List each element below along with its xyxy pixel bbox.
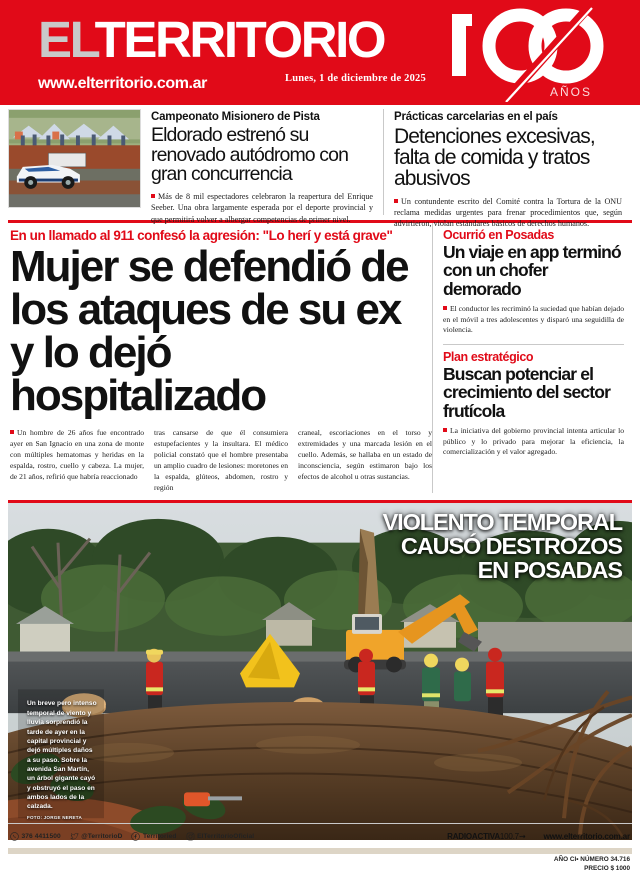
overlay-line-2: CAUSÓ DESTROZOS	[400, 533, 622, 560]
social-links	[10, 832, 254, 841]
masthead	[0, 0, 640, 105]
lead-headline[interactable]: Mujer se defendió de los ataques de su ex y lo dejó hospitalizado	[10, 242, 408, 421]
issue-number: AÑO CI• NÚMERO 34.716	[553, 856, 630, 863]
rail-kicker: Ocurrió en Posadas	[443, 228, 554, 242]
top-story-summary	[151, 191, 373, 224]
social-twitter-label: @TerritorioD	[81, 832, 123, 840]
rail-headline[interactable]: Un viaje en app terminó con un chofer demorado	[443, 242, 621, 299]
social-whatsapp-label: 376 4411500	[21, 832, 61, 840]
radio-frequency: 100.7	[499, 831, 519, 841]
footer-issue-info	[0, 854, 640, 873]
twitter-icon	[70, 832, 79, 841]
social-facebook-label: Territoried	[142, 832, 177, 840]
lead-kicker: En un llamado al 911 confesó la agresión: "Lo herí y está grave"	[10, 228, 393, 243]
lead-body-text: Un hombre de 26 años fue encontrado ayer en San Ignacio en una zona de monte con múltiples hematomas y heridas en la espalda, rostro, cuello y cabeza. La mujer, de 21 años, refirió que habría reaccionado	[10, 428, 144, 482]
main-photo-caption	[27, 699, 97, 821]
top-story-summary-text: Un contundente escrito del Comité contra la Tortura de la ONU reclama medidas urgentes para frenar procedimientos que, según advirtieron, violan estándares básicos de derechos humanos.	[394, 196, 622, 229]
social-instagram-label: ElTerritorioOficial	[197, 832, 255, 840]
red-square-bullet-icon	[151, 194, 155, 198]
top-story-kicker: Campeonato Misionero de Pista	[151, 111, 320, 123]
rail-story-fruticola[interactable]	[443, 345, 624, 458]
rail-summary	[443, 426, 624, 458]
masthead-title-el: EL	[38, 11, 95, 68]
lead-body-text: craneal, escoriaciones en el torso y extremidades y una marcada lesión en el cuello. Además, se hallaba en un estado de inconsciencia, según estimaron bajo los efectos de alcohol u otras sustancias.	[298, 428, 432, 482]
rail-summary-text: La iniciativa del gobierno provincial intenta articular lo público y lo privado para mejorar la eficiencia, la comercialización y el valor agregado.	[443, 426, 624, 457]
top-story-headline[interactable]: Eldorado estrenó su renovado autódromo con gran concurrencia	[151, 123, 349, 186]
overlay-line-1: VIOLENTO TEMPORAL	[382, 509, 622, 536]
rail-story-app[interactable]	[443, 223, 624, 336]
lead-body-column	[298, 427, 432, 493]
municipal-worker	[454, 658, 471, 702]
red-square-bullet-icon	[443, 428, 447, 432]
social-whatsapp[interactable]	[10, 832, 61, 841]
lead-section	[0, 223, 640, 493]
red-square-bullet-icon	[10, 430, 14, 434]
facebook-icon	[131, 832, 140, 841]
top-story-carceles[interactable]	[383, 109, 632, 229]
page-footer	[0, 823, 640, 875]
rail-kicker: Plan estratégico	[443, 350, 534, 364]
footer-row	[0, 824, 640, 848]
masthead-date: Lunes, 1 de diciembre de 2025	[285, 73, 426, 84]
right-rail	[432, 223, 624, 493]
overlay-line-3: EN POSADAS	[477, 557, 622, 584]
footer-website[interactable]: www.elterritorio.com.ar	[543, 831, 630, 841]
top-story-headline[interactable]: Detenciones excesivas, falta de comida y tratos abusivos	[394, 124, 595, 191]
masthead-url[interactable]: www.elterritorio.com.ar	[38, 75, 207, 92]
lead-body-text: tras cansarse de que él consumiera estupefacientes y la insultara. El médico policial constató que el hombre presentaba un amplio cuadro de lesiones: moretones en la espalda, glúteos, abdomen, rostro y región	[154, 428, 288, 493]
radio-wave-icon: ⇝	[518, 831, 526, 841]
rail-headline[interactable]: Buscan potenciar el crecimiento del sector frutícola	[443, 364, 611, 421]
top-story-eldorado[interactable]	[141, 109, 383, 224]
instagram-icon	[186, 832, 195, 841]
top-stories-strip	[0, 105, 640, 229]
radio-name: RADIOACTIVA	[447, 831, 500, 841]
top-story-summary	[394, 196, 622, 229]
social-instagram[interactable]	[186, 832, 255, 841]
whatsapp-icon	[10, 832, 19, 841]
main-photo-overlay-headline	[383, 511, 622, 583]
main-photo-caption-text: Un breve pero intenso temporal de viento y lluvia sorprendió la tarde de ayer en la capital provincial y dejó múltiples daños a su paso. Sobre la avenida San Martín, un árbol gigante cayó y obstruyó el paso en ambos lados de la calzada.	[27, 700, 97, 811]
masthead-title-territorio: TERRITORIO	[94, 11, 385, 68]
rail-summary-text: El conductor les recriminó la suciedad que habían dejado en el móvil a tres adolescentes y disparó una seguidilla de violencia.	[443, 304, 624, 335]
top-story-kicker: Prácticas carcelarias en el país	[394, 111, 558, 123]
lead-body-column	[154, 427, 288, 493]
lead-body-columns	[8, 427, 432, 493]
main-photo-storm-damage[interactable]	[8, 500, 632, 840]
lead-story[interactable]	[8, 223, 432, 493]
main-photo-credit: FOTO: JORGE NERETA	[27, 814, 82, 820]
masthead-title	[38, 11, 385, 68]
social-twitter[interactable]	[70, 832, 123, 841]
red-square-bullet-icon	[394, 199, 398, 203]
social-facebook[interactable]	[131, 832, 176, 841]
rail-summary	[443, 304, 624, 336]
anniversary-label: AÑOS	[549, 85, 592, 99]
issue-price: PRECIO $ 1000	[584, 864, 630, 872]
red-square-bullet-icon	[443, 306, 447, 310]
radio-brand[interactable]	[447, 832, 525, 841]
racecar-photo	[8, 109, 141, 208]
footer-right-group	[447, 832, 630, 841]
lead-body-column	[10, 427, 144, 493]
top-story-summary-text: Más de 8 mil espectadores celebraron la reapertura del Enrique Seeber. Una obra largamente esperada por el deporte provincial y que permitirá volver a albergar competencias de primer nivel.	[151, 192, 374, 224]
